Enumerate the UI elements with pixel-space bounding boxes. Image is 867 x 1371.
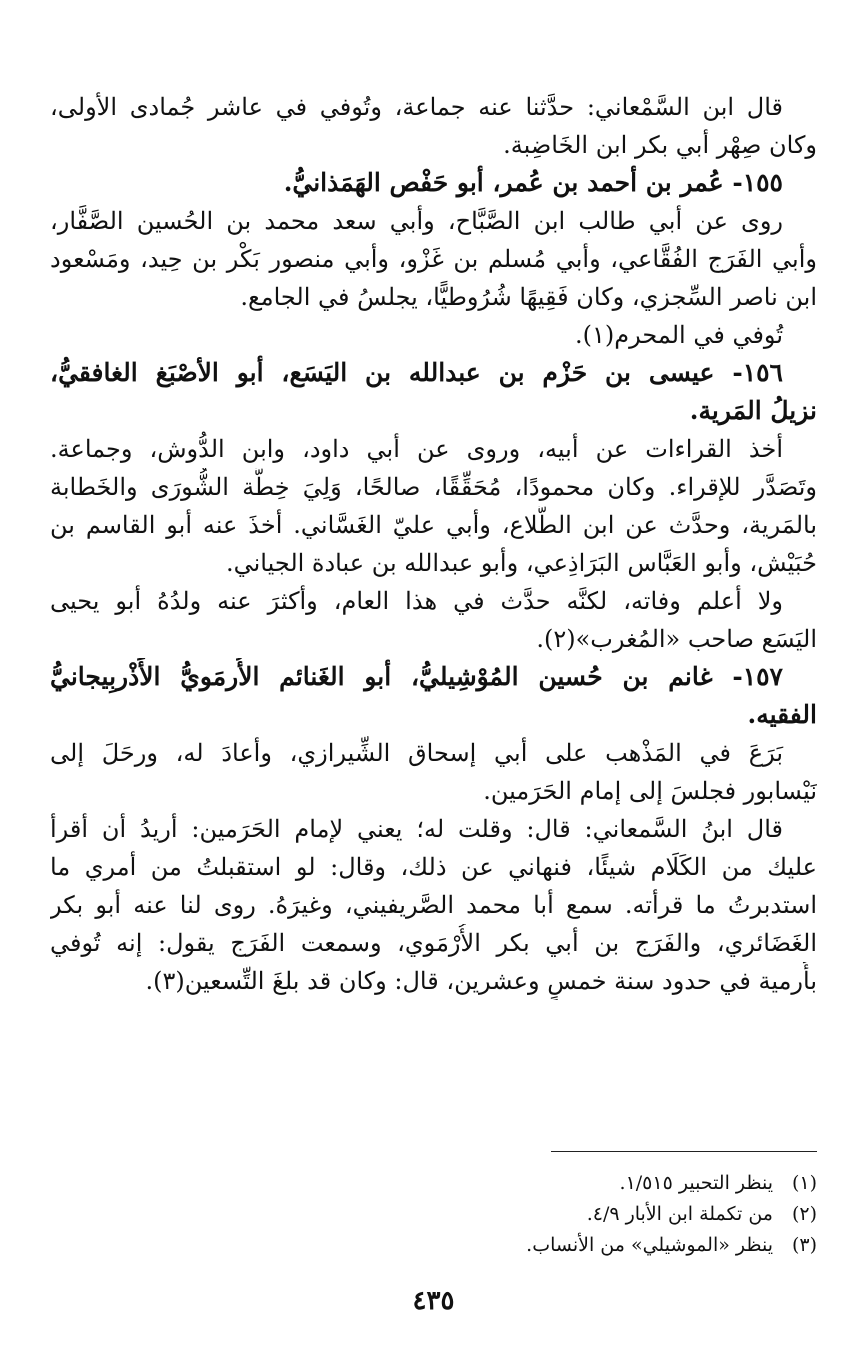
footnote-text: ينظر «الموشيلي» من الأنساب. (526, 1234, 773, 1256)
text-line: اليَسَع صاحب «المُغرب»(٢). (536, 625, 817, 653)
entry-heading-line: نزيلُ المَرية. (689, 396, 817, 425)
text-line: الغَضَائري، والفَرَج بن أبي بكر الأُرْمَوي، وسمعت الفَرَج يقول: إنه تُوفي (50, 929, 817, 957)
text-line: قال ابنُ السَّمعاني: قال: وقلت له؛ يعني لإمام الحَرَمين: أريدُ أن أقرأ (50, 815, 783, 843)
page-number: ٤٣٥ (412, 1286, 455, 1316)
footnotes (300, 1168, 817, 1261)
entry-heading-line: الفقيه. (747, 700, 817, 729)
text-line: نَيْسابور فجلسَ إلى إمام الحَرَمين. (483, 777, 817, 805)
entry-heading-line: ١٥٥- عُمر بن أحمد بن عُمر، أبو حَفْص الهَمَذانيُّ. (283, 168, 783, 197)
text-line: عليك من الكَلَام شيئًا، فنهاني عن ذلك، وقال: لو استقبلتُ من أمري ما (50, 853, 817, 881)
text-line: وتَصَدَّر للإقراء. وكان محمودًا، مُحَقِّقًا، صالحًا، وَلِيَ خِطَّة الشُّورَى والخَطابة (50, 473, 817, 501)
footnote (300, 1199, 817, 1230)
text-line: بأُرمية في حدود سنة خمسٍ وعشرين، قال: وكان قد بلغَ التِّسعين(٣). (145, 967, 817, 995)
text-line: روى عن أبي طالب ابن الصَّبَّاح، وأبي سعد محمد بن الحُسين الصَّفَّار، (50, 207, 783, 235)
footnote-number: (١) (791, 1172, 817, 1194)
text-line: قال ابن السَّمْعاني: حدَّثنا عنه جماعة، وتُوفي في عاشر جُمادى الأولى، (50, 93, 783, 121)
entry-heading-line: ١٥٦- عيسى بن حَزْم بن عبدالله بن اليَسَع، أبو الأصْبَغ الغافقيُّ، (50, 358, 783, 387)
main-text (50, 88, 817, 1000)
text-line: حُبَيْش، وأبو العَبَّاس البَرَاذِعي، وأبو عبدالله بن عبادة الجياني. (225, 549, 817, 577)
text-line: وأبي الفَرَج الفُقَّاعي، وأبي مُسلم بن غَزْو، وأبي منصور بَكْر بن حِيد، ومَسْعود (50, 245, 817, 273)
text-line: بَرَعَ في المَذْهب على أبي إسحاق الشِّيرازي، وأعادَ له، ورحَلَ إلى (50, 739, 783, 767)
footnote-separator (551, 1151, 817, 1152)
text-line: وكان صِهْر أبي بكر ابن الخَاضِبة. (503, 131, 817, 159)
footnote-text: من تكملة ابن الأبار ٤/٩. (586, 1203, 773, 1225)
text-line: أخذ القراءات عن أبيه، وروى عن أبي داود، وابن الدُّوش، وجماعة. (50, 435, 783, 463)
footnote-text: ينظر التحبير ١/٥١٥. (619, 1172, 773, 1194)
footnote (300, 1168, 817, 1199)
text-line: استدبرتُ ما قرأته. سمع أبا محمد الصَّريفيني، وغيرَهُ. روى لنا عنه أبو بكر (50, 891, 817, 919)
footnote-number: (٣) (791, 1234, 817, 1256)
text-line: ابن ناصر السِّجزي، وكان فَقِيهًا شُرُوطيًّا، يجلسُ في الجامع. (240, 283, 817, 311)
text-line: بالمَرية، وحدَّث عن ابن الطَّلاع، وأبي عليّ الغَسَّاني. أخذَ عنه أبو القاسم بن (50, 511, 817, 539)
text-line: تُوفي في المحرم(١). (575, 321, 783, 349)
footnote-number: (٢) (791, 1203, 817, 1225)
entry-heading-line: ١٥٧- غانم بن حُسين المُوْشِيليُّ، أبو الغَنائم الأُرمَويُّ الأَذْربِيجانيُّ (50, 662, 783, 691)
text-line: ولا أعلم وفاته، لكنَّه حدَّث في هذا العام، وأكثرَ عنه ولدُهُ أبو يحيى (50, 587, 783, 615)
footnote (300, 1230, 817, 1261)
